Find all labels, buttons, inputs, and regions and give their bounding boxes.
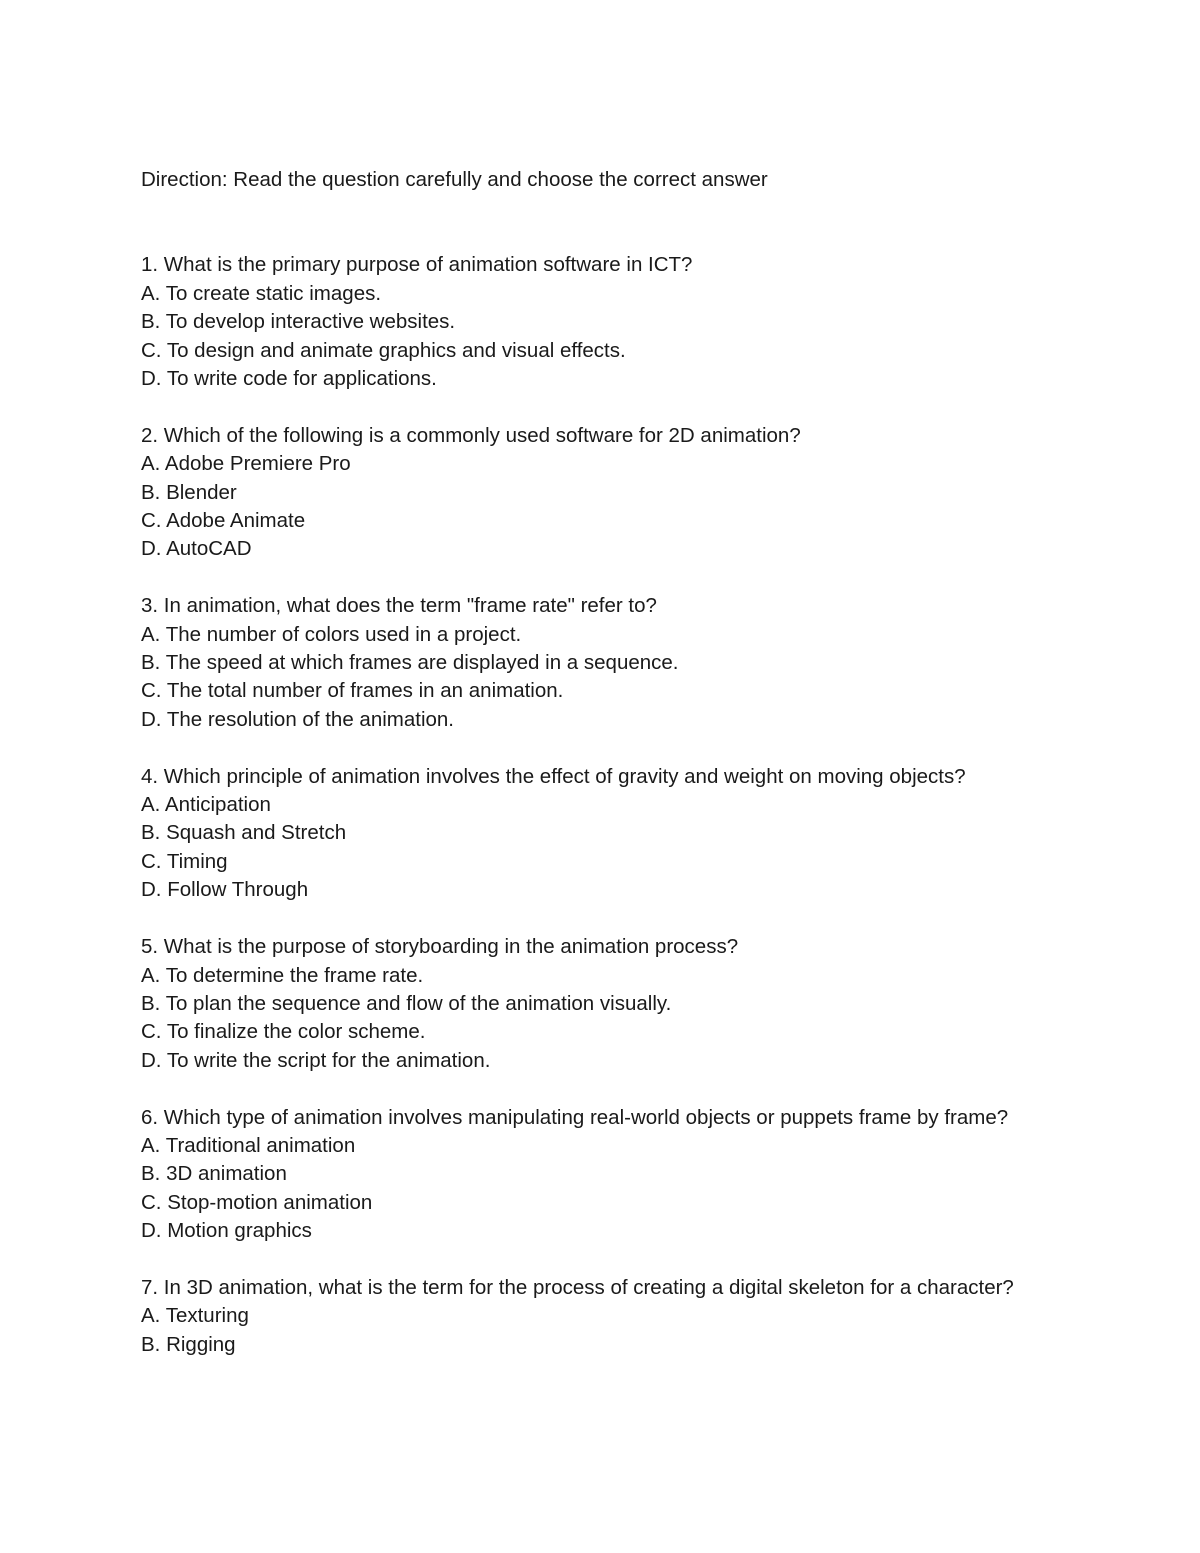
- question-4: [141, 763, 1071, 905]
- question-prompt: 5. What is the purpose of storyboarding in the animation process?: [141, 935, 739, 959]
- option-d: D. Follow Through: [141, 878, 309, 902]
- option-d: D. The resolution of the animation.: [141, 707, 454, 731]
- question-2: [141, 422, 1071, 564]
- option-b: B. Blender: [141, 480, 237, 504]
- question-prompt: 3. In animation, what does the term "frame rate" refer to?: [141, 594, 657, 618]
- question-prompt: 6. Which type of animation involves manipulating real-world objects or puppets frame by frame?: [141, 1105, 1009, 1129]
- option-c: C. The total number of frames in an animation.: [141, 679, 564, 703]
- question-1: [141, 251, 1071, 393]
- option-c: C. To finalize the color scheme.: [141, 1020, 426, 1044]
- option-c: C. To design and animate graphics and visual effects.: [141, 338, 626, 362]
- option-d: D. To write code for applications.: [141, 367, 437, 391]
- question-7: [141, 1274, 1071, 1359]
- question-prompt: 2. Which of the following is a commonly used software for 2D animation?: [141, 423, 801, 447]
- question-prompt: 1. What is the primary purpose of animation software in ICT?: [141, 253, 693, 277]
- option-d: D. Motion graphics: [141, 1219, 312, 1243]
- question-6: [141, 1104, 1071, 1246]
- option-b: B. 3D animation: [141, 1162, 287, 1186]
- option-a: A. To create static images.: [141, 281, 382, 305]
- option-d: D. AutoCAD: [141, 537, 252, 561]
- direction-text: Direction: Read the question carefully and choose the correct answer: [141, 168, 768, 191]
- question-prompt: 7. In 3D animation, what is the term for the process of creating a digital skeleton for a character?: [141, 1275, 1014, 1299]
- question-3: [141, 592, 1071, 734]
- option-a: A. To determine the frame rate.: [141, 963, 424, 987]
- option-b: B. To develop interactive websites.: [141, 310, 456, 334]
- option-d: D. To write the script for the animation.: [141, 1048, 491, 1072]
- option-b: B. To plan the sequence and flow of the animation visually.: [141, 991, 672, 1015]
- option-a: A. Anticipation: [141, 793, 271, 817]
- option-c: C. Timing: [141, 849, 228, 873]
- option-c: C. Stop-motion animation: [141, 1190, 373, 1214]
- document-page: [141, 166, 1071, 1388]
- question-prompt: 4. Which principle of animation involves the effect of gravity and weight on moving objects?: [141, 764, 966, 788]
- option-b: B. The speed at which frames are displayed in a sequence.: [141, 651, 679, 675]
- option-a: A. The number of colors used in a project.: [141, 622, 522, 646]
- option-a: A. Traditional animation: [141, 1133, 356, 1157]
- option-b: B. Rigging: [141, 1332, 236, 1356]
- option-c: C. Adobe Animate: [141, 509, 306, 533]
- option-a: A. Adobe Premiere Pro: [141, 452, 351, 476]
- option-a: A. Texturing: [141, 1304, 249, 1328]
- option-b: B. Squash and Stretch: [141, 821, 347, 845]
- question-5: [141, 933, 1071, 1075]
